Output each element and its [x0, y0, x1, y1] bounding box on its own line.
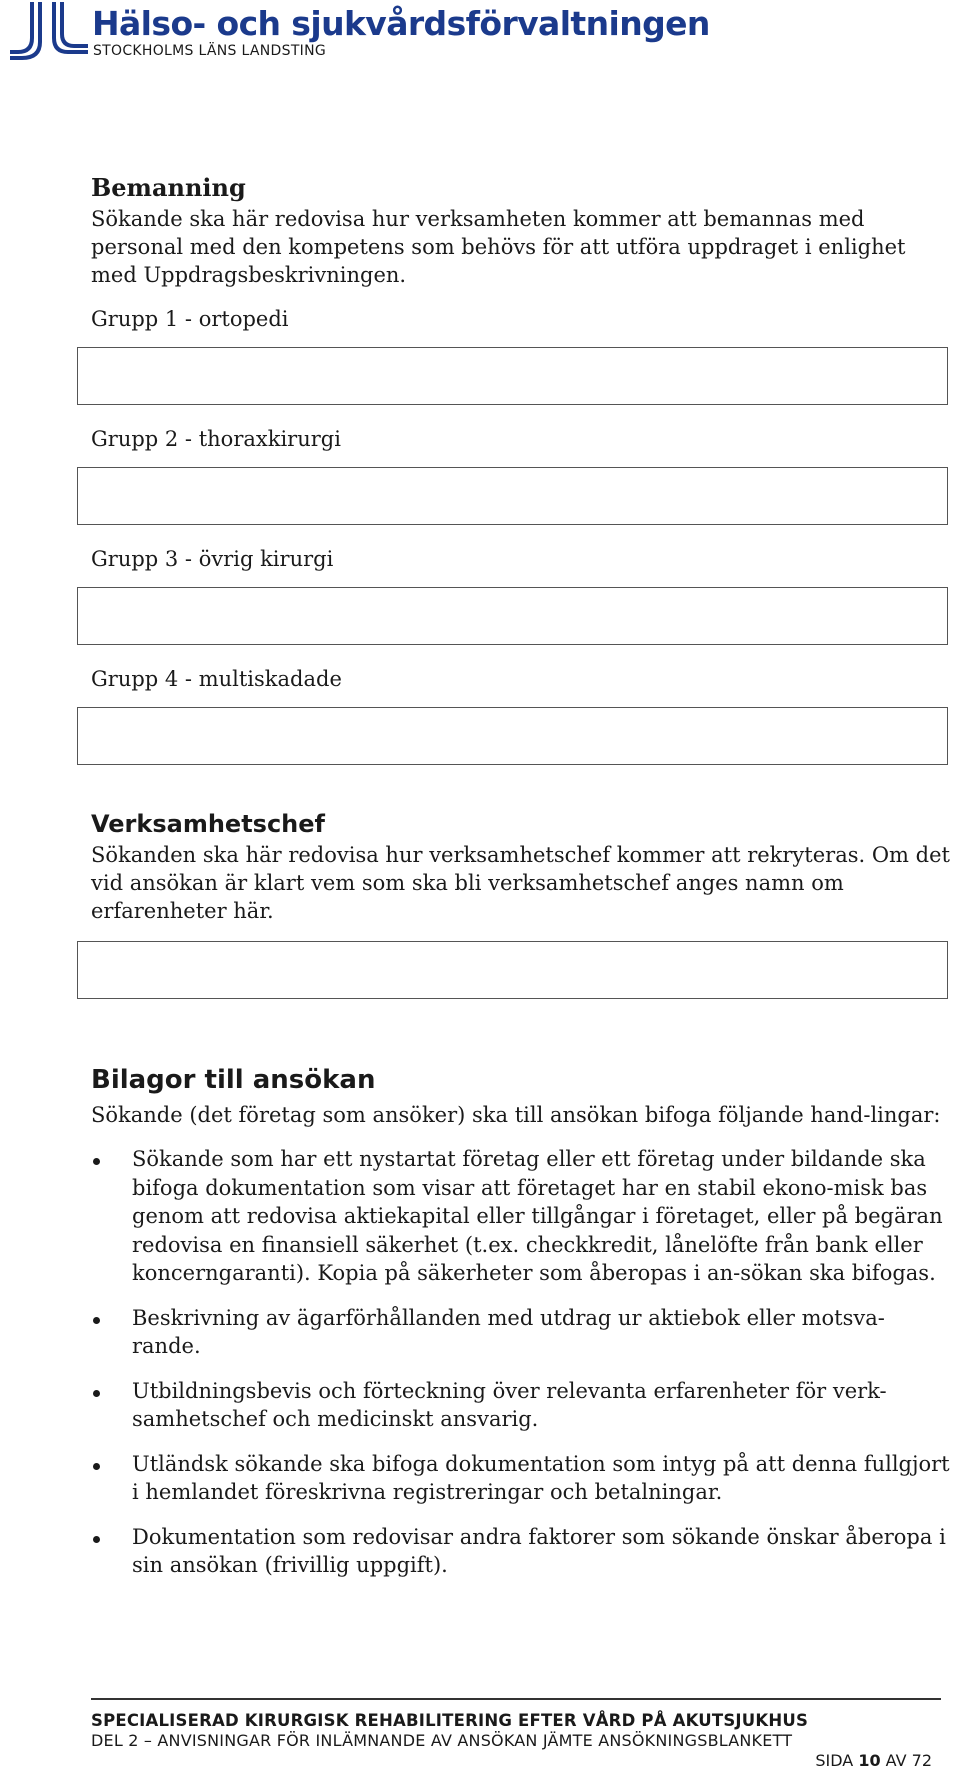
group-4-answer-field[interactable] [77, 707, 948, 765]
staffing-intro: Sökande ska här redovisa hur verksamheten kommer att bemannas med personal med den kompetens som behövs för att utföra uppdraget i enlighet med Uppdragsbeskrivningen. [91, 207, 906, 287]
attachment-item-text: Utländsk sökande ska bifoga dokumentation som intyg på att denna fullgjort i hemlandet föreskrivna registreringar och betalningar. [132, 1451, 950, 1504]
manager-intro: Sökanden ska här redovisa hur verksamhetschef kommer att rekryteras. Om det vid ansökan är klart vem som ska bli verksamhetschef anges namn om erfarenheter här. [91, 843, 950, 923]
bullet-icon [93, 1317, 100, 1324]
attachments-intro: Sökande (det företag som ansöker) ska till ansökan bifoga följande hand-lingar: [91, 1103, 941, 1127]
footer-subtitle: DEL 2 – ANVISNINGAR FÖR INLÄMNANDE AV ANSÖKAN JÄMTE ANSÖKNINGSBLANKETT [91, 1731, 793, 1750]
group-3-answer-field[interactable] [77, 587, 948, 645]
group-1-label: Grupp 1 - ortopedi [91, 307, 289, 331]
sll-logo-icon [10, 0, 88, 62]
page-separator: AV [885, 1751, 907, 1770]
attachments-list [91, 1145, 951, 1580]
page-header [10, 0, 710, 70]
manager-section [91, 809, 951, 999]
attachment-item [91, 1304, 951, 1361]
attachment-item [91, 1450, 951, 1507]
page-indicator [91, 1751, 941, 1770]
attachment-item-text: Sökande som har ett nystartat företag eller ett företag under bildande ska bifoga dokumentation som visar att företaget har en stabil ekono-misk bas genom att redovisa aktiekapital eller tillgångar i företaget, eller på begäran redovisa en finansiell säkerhet (t.ex. checkkredit, lånelöfte från bank eller koncerngaranti). Kopia på säkerheter som åberopas i an-sökan ska bifogas. [132, 1147, 943, 1285]
group-2-label: Grupp 2 - thoraxkirurgi [91, 427, 341, 451]
staffing-section [91, 173, 951, 765]
bullet-icon [93, 1158, 100, 1165]
document-body [91, 173, 951, 1580]
page-total: 72 [911, 1751, 932, 1770]
attachments-heading: Bilagor till ansökan [91, 1065, 376, 1095]
organization-subtitle: STOCKHOLMS LÄNS LANDSTING [93, 43, 327, 59]
page-number: 10 [858, 1751, 881, 1770]
attachments-section [91, 1065, 951, 1580]
group-1-answer-field[interactable] [77, 347, 948, 405]
footer-title: SPECIALISERAD KIRURGISK REHABILITERING EFTER VÅRD PÅ AKUTSJUKHUS [91, 1711, 809, 1730]
group-4-label: Grupp 4 - multiskadade [91, 667, 342, 691]
attachment-item [91, 1523, 951, 1580]
attachment-item-text: Beskrivning av ägarförhållanden med utdrag ur aktiebok eller motsva-rande. [132, 1305, 885, 1358]
organization-name: Hälso- och sjukvårdsförvaltningen [92, 4, 710, 43]
attachment-item-text: Utbildningsbevis och förteckning över relevanta erfarenheter för verk-samhetschef och medicinskt ansvarig. [132, 1378, 887, 1431]
manager-answer-field[interactable] [77, 941, 948, 999]
bullet-icon [93, 1536, 100, 1543]
staffing-heading: Bemanning [91, 173, 246, 202]
bullet-icon [93, 1390, 100, 1397]
attachment-item-text: Dokumentation som redovisar andra faktorer som sökande önskar åberopa i sin ansökan (frivillig uppgift). [132, 1524, 946, 1577]
bullet-icon [93, 1463, 100, 1470]
page-prefix: SIDA [815, 1751, 854, 1770]
manager-heading: Verksamhetschef [91, 810, 325, 838]
page-footer [91, 1698, 941, 1770]
attachment-item [91, 1145, 951, 1288]
group-3-label: Grupp 3 - övrig kirurgi [91, 547, 334, 571]
attachment-item [91, 1377, 951, 1434]
group-2-answer-field[interactable] [77, 467, 948, 525]
